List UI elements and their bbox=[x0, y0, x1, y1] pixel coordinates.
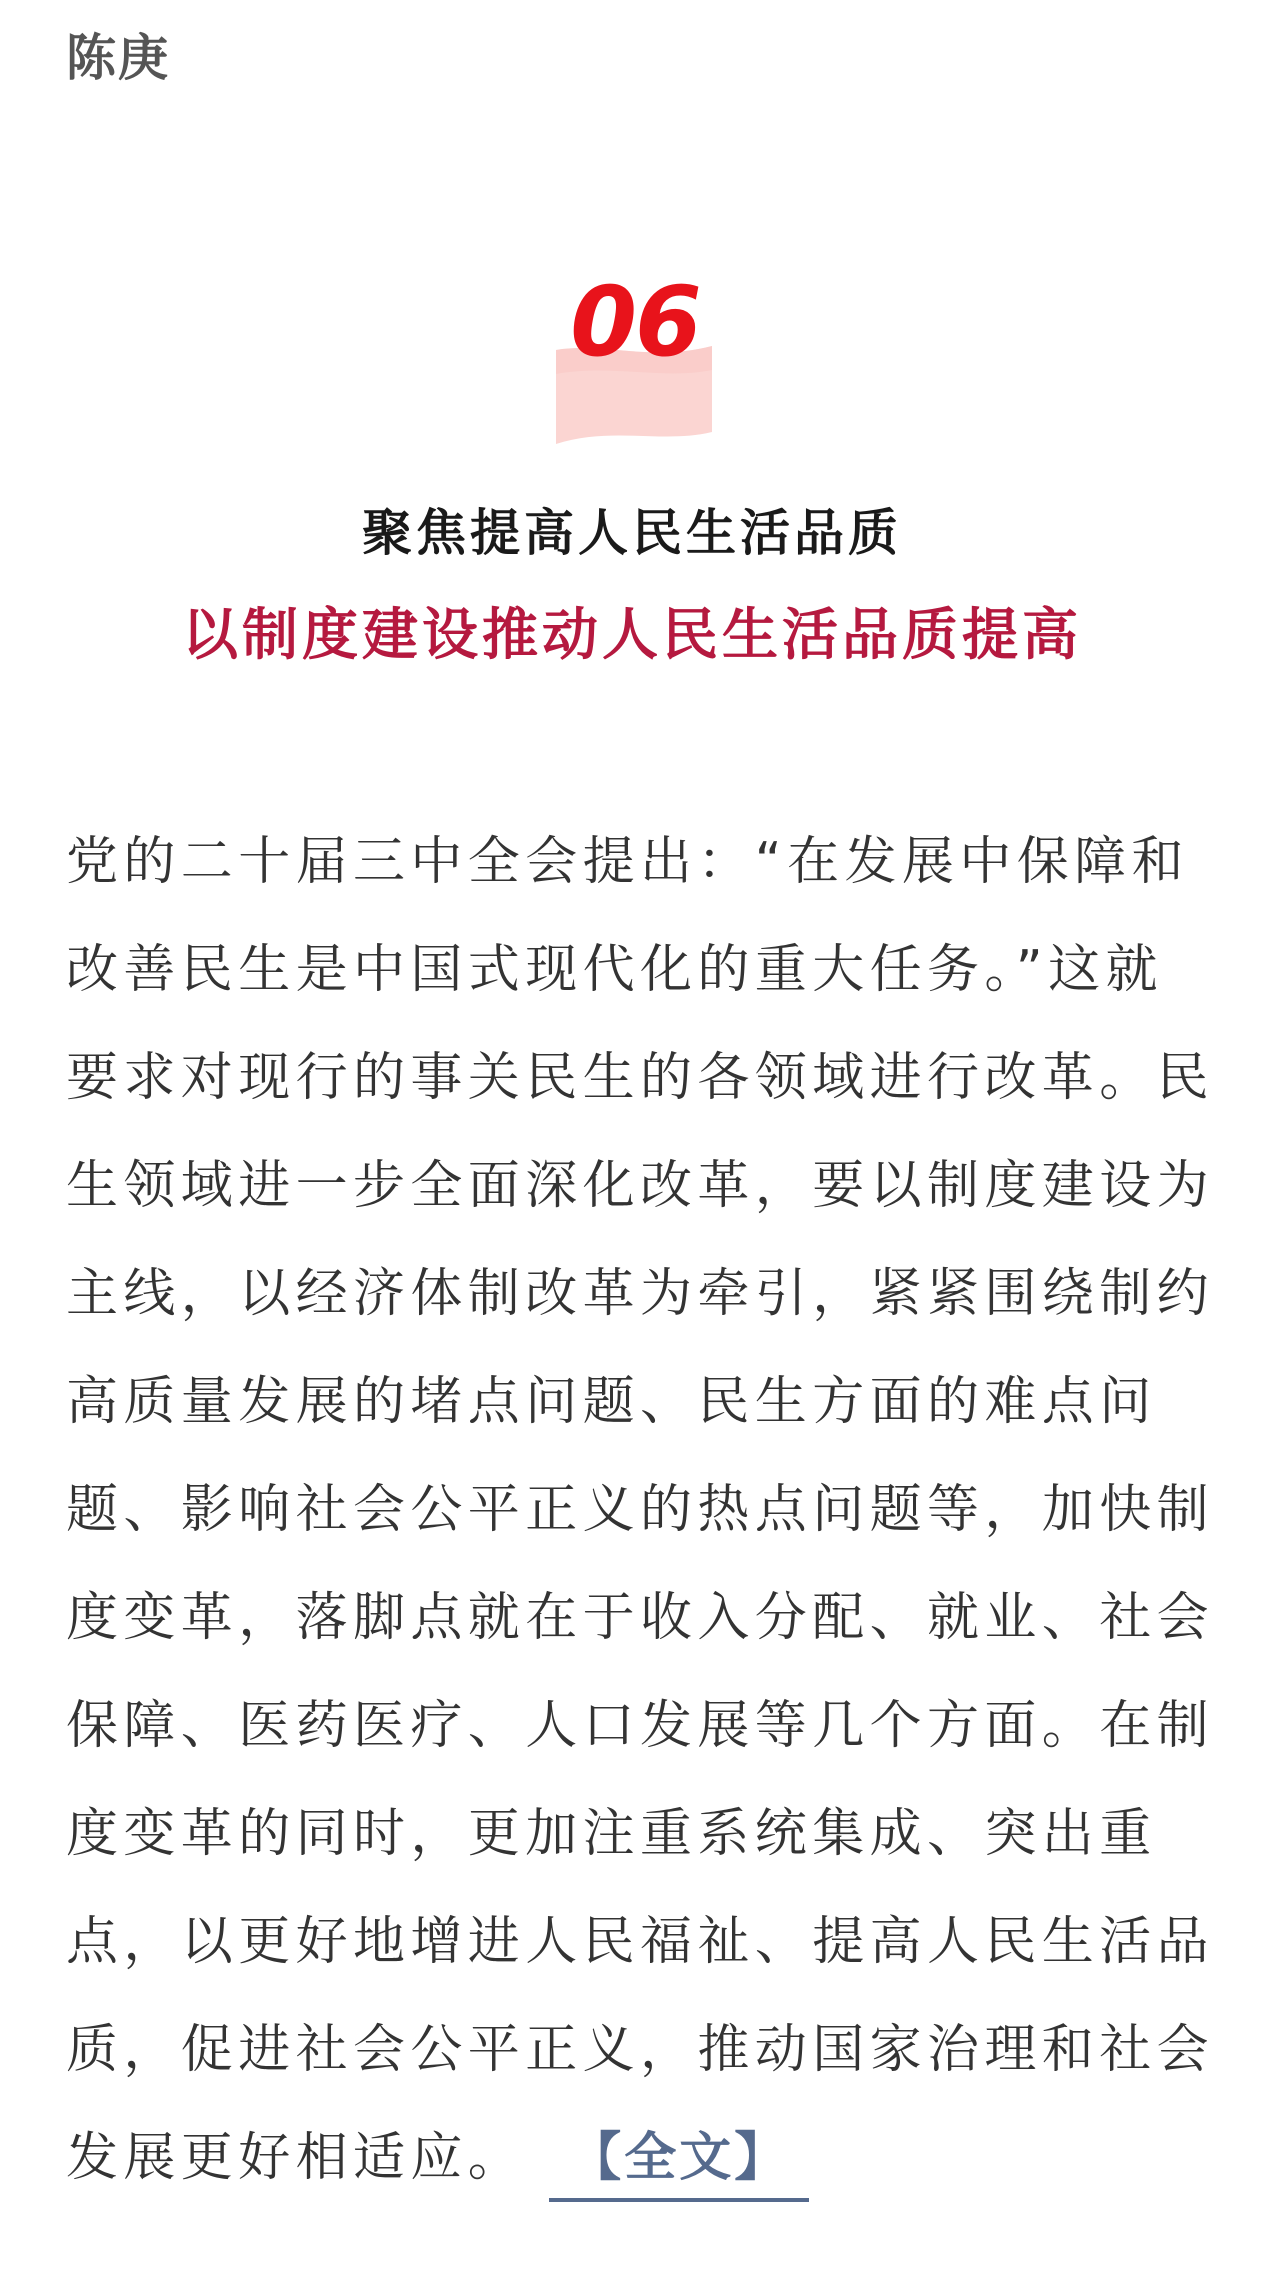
section-number-badge bbox=[540, 262, 730, 462]
body-line: 质，促进社会公平正义，推动国家治理和社会 bbox=[66, 2020, 1215, 2080]
full-text-link[interactable]: 【全文】 bbox=[549, 2118, 809, 2202]
section-subtitle: 以制度建设推动人民生活品质提高 bbox=[182, 603, 1082, 668]
body-line: 党的二十届三中全会提出：“在发展中保障和 bbox=[66, 832, 1189, 892]
body-line: 改善民生是中国式现代化的重大任务。”这就 bbox=[66, 940, 1163, 1000]
body-line: 要求对现行的事关民生的各领域进行改革。民 bbox=[66, 1048, 1215, 1108]
author-name: 陈庚 bbox=[66, 29, 170, 87]
section-number: 06 bbox=[570, 266, 700, 378]
body-line: 主线，以经济体制改革为牵引，紧紧围绕制约 bbox=[66, 1264, 1215, 1324]
article-body bbox=[66, 808, 1215, 2212]
body-line: 度变革，落脚点就在于收入分配、就业、社会 bbox=[66, 1588, 1215, 1648]
body-last-line bbox=[66, 2104, 1208, 2212]
section-title: 聚焦提高人民生活品质 bbox=[362, 504, 902, 562]
body-line: 保障、医药医疗、人口发展等几个方面。在制 bbox=[66, 1696, 1215, 1756]
body-line-text: 发展更好相适应。 bbox=[66, 2128, 526, 2188]
body-line: 度变革的同时，更加注重系统集成、突出重 bbox=[66, 1804, 1157, 1864]
body-line: 题、影响社会公平正义的热点问题等，加快制 bbox=[66, 1480, 1215, 1540]
body-line: 点，以更好地增进人民福祉、提高人民生活品 bbox=[66, 1912, 1215, 1972]
body-line: 高质量发展的堵点问题、民生方面的难点问 bbox=[66, 1372, 1157, 1432]
body-line: 生领域进一步全面深化改革，要以制度建设为 bbox=[66, 1156, 1215, 1216]
